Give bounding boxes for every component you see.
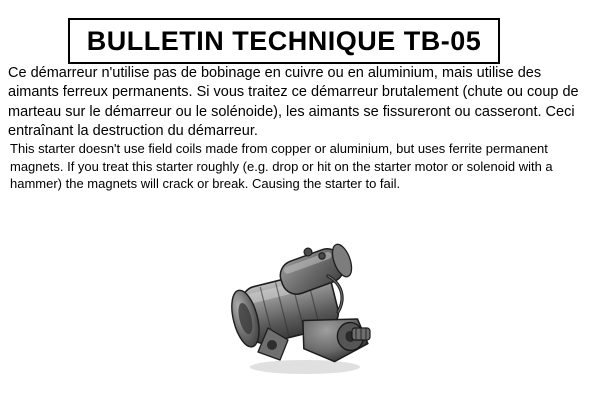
- french-paragraph-text: Ce démarreur n'utilise pas de bobinage en cuivre ou en aluminium, mais utilise des aimants ferreux permanents. Si vous traitez ce démarreur brutalement (chute ou coup de marteau sur le démarreur ou le solénoide), les aimants se fissureront ou casseront. Ceci entraînant la destruction du démarreur.: [8, 65, 579, 139]
- english-paragraph: [10, 140, 580, 193]
- english-paragraph-text: This starter doesn't use field coils made from copper or aluminium, but uses ferrite permanent magnets. If you treat this starter roughly (e.g. drop or hit on the starter motor or solenoid with a hammer) the magnets will crack or break. Causing the starter to fail.: [10, 141, 553, 192]
- starter-motor-photo: [210, 232, 385, 380]
- french-paragraph: [8, 64, 592, 141]
- page-title: BULLETIN TECHNIQUE TB-05: [86, 25, 482, 56]
- bulletin-title-box: [68, 18, 500, 64]
